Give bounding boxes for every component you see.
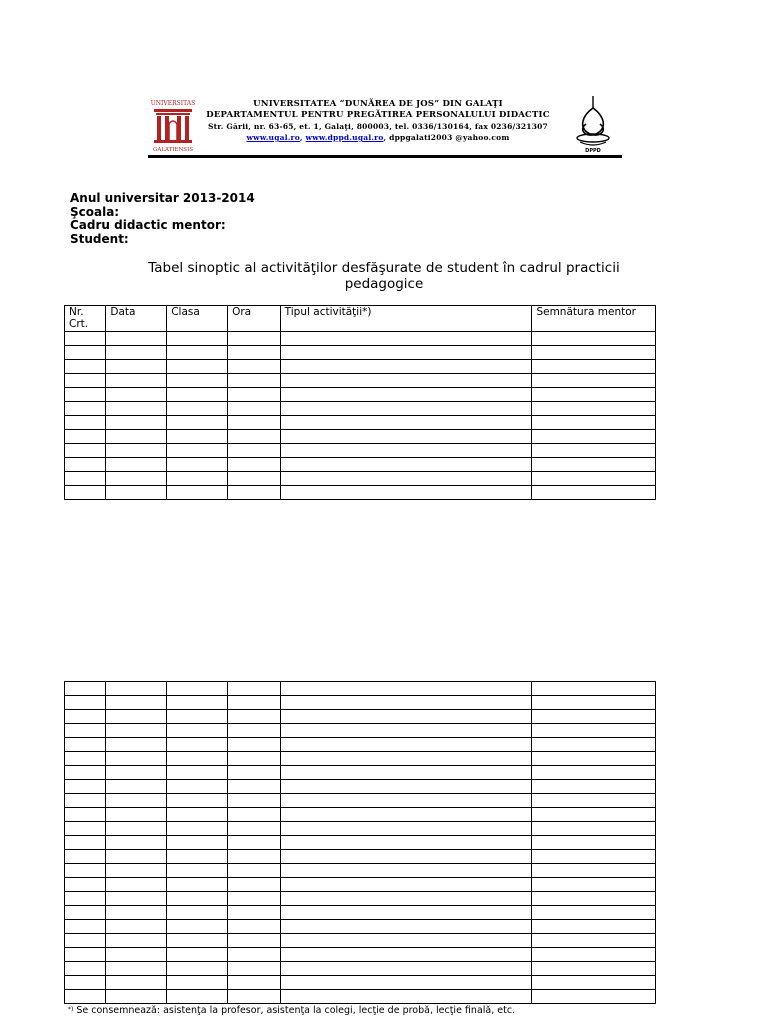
table-cell xyxy=(532,808,656,822)
table-cell xyxy=(532,836,656,850)
table-cell xyxy=(228,472,281,486)
table-cell xyxy=(65,374,106,388)
table-cell xyxy=(280,752,532,766)
table-row xyxy=(65,444,656,458)
table-cell xyxy=(532,346,656,360)
table-cell xyxy=(228,850,281,864)
table-cell xyxy=(65,360,106,374)
table-row xyxy=(65,794,656,808)
table-cell xyxy=(280,794,532,808)
table-cell xyxy=(532,794,656,808)
table-cell xyxy=(532,920,656,934)
table-cell xyxy=(106,864,167,878)
table-cell xyxy=(280,696,532,710)
table-cell xyxy=(65,444,106,458)
department-address: Str. Gării, nr. 63-65, et. 1, Galaţi, 800003, tel. 0336/130164, fax 0236/321307 xyxy=(208,122,548,131)
table-cell xyxy=(167,780,228,794)
table-cell xyxy=(167,388,228,402)
school-label: Şcoala: xyxy=(70,204,120,219)
table-cell xyxy=(65,780,106,794)
letterhead xyxy=(148,94,622,158)
activities-table-continued xyxy=(64,681,656,1004)
table-cell xyxy=(65,696,106,710)
column-header: Nr. Crt. xyxy=(65,306,106,332)
table-cell xyxy=(106,388,167,402)
table-cell xyxy=(106,822,167,836)
table-cell xyxy=(280,808,532,822)
table-cell xyxy=(65,808,106,822)
table-cell xyxy=(280,892,532,906)
table-cell xyxy=(228,458,281,472)
table-cell xyxy=(65,388,106,402)
letterhead-rule xyxy=(148,155,622,158)
table-cell xyxy=(228,780,281,794)
university-logo xyxy=(148,98,198,154)
table-cell xyxy=(280,724,532,738)
table-cell xyxy=(106,374,167,388)
table-cell xyxy=(280,850,532,864)
table-cell xyxy=(106,696,167,710)
table-cell xyxy=(106,332,167,346)
table-row xyxy=(65,710,656,724)
table-cell xyxy=(106,752,167,766)
table-row xyxy=(65,836,656,850)
table-cell xyxy=(532,976,656,990)
table-cell xyxy=(65,934,106,948)
table-cell xyxy=(167,878,228,892)
table-cell xyxy=(532,332,656,346)
table-cell xyxy=(280,332,532,346)
table-cell xyxy=(532,444,656,458)
table-cell xyxy=(280,990,532,1004)
table-cell xyxy=(228,738,281,752)
table-cell xyxy=(532,822,656,836)
table-row xyxy=(65,920,656,934)
table-cell xyxy=(228,990,281,1004)
table-cell xyxy=(280,346,532,360)
column-header: Semnătura mentor xyxy=(532,306,656,332)
table-cell xyxy=(228,360,281,374)
table-cell xyxy=(167,486,228,500)
table-cell xyxy=(167,724,228,738)
table-cell xyxy=(532,458,656,472)
table-cell xyxy=(280,360,532,374)
table-cell xyxy=(65,346,106,360)
table-cell xyxy=(167,374,228,388)
column-header: Data xyxy=(106,306,167,332)
table-cell xyxy=(106,948,167,962)
table-cell xyxy=(65,892,106,906)
table-cell xyxy=(167,976,228,990)
email-text: , dppgalati2003 @yahoo.com xyxy=(383,133,510,142)
table-cell xyxy=(167,920,228,934)
table-row xyxy=(65,906,656,920)
table-cell xyxy=(167,836,228,850)
table-cell xyxy=(65,430,106,444)
table-cell xyxy=(532,766,656,780)
table-cell xyxy=(532,430,656,444)
table-cell xyxy=(532,892,656,906)
table-cell xyxy=(167,458,228,472)
table-cell xyxy=(280,906,532,920)
table-cell xyxy=(106,360,167,374)
table-cell xyxy=(167,444,228,458)
table-cell xyxy=(228,962,281,976)
table-row xyxy=(65,780,656,794)
ugal-link[interactable]: www.ugal.ro xyxy=(246,133,300,142)
table-row xyxy=(65,752,656,766)
table-cell xyxy=(106,892,167,906)
table-cell xyxy=(106,962,167,976)
table-cell xyxy=(167,906,228,920)
table2-body xyxy=(65,682,656,1004)
table-cell xyxy=(228,752,281,766)
table-cell xyxy=(106,808,167,822)
table-cell xyxy=(167,766,228,780)
table-cell xyxy=(228,724,281,738)
table-row xyxy=(65,934,656,948)
table-cell xyxy=(167,416,228,430)
table-cell xyxy=(65,948,106,962)
table-row xyxy=(65,962,656,976)
table-cell xyxy=(106,878,167,892)
table-cell xyxy=(167,682,228,696)
table-row xyxy=(65,864,656,878)
table-row xyxy=(65,374,656,388)
table-cell xyxy=(532,962,656,976)
table-row xyxy=(65,878,656,892)
table-cell xyxy=(532,780,656,794)
table-cell xyxy=(228,444,281,458)
table-cell xyxy=(228,682,281,696)
table-cell xyxy=(532,906,656,920)
table-row xyxy=(65,990,656,1004)
table-cell xyxy=(106,766,167,780)
table-cell xyxy=(228,822,281,836)
student-info xyxy=(70,192,255,246)
table-cell xyxy=(228,878,281,892)
department-name: DEPARTAMENTUL PENTRU PREGĂTIREA PERSONALULUI DIDACTIC xyxy=(206,110,550,120)
table-row xyxy=(65,430,656,444)
table1-body xyxy=(65,306,656,500)
table-cell xyxy=(532,710,656,724)
table-cell xyxy=(228,934,281,948)
table-cell xyxy=(532,682,656,696)
table-cell xyxy=(280,416,532,430)
svg-text:UNIVERSITAS: UNIVERSITAS xyxy=(150,100,196,107)
student-label: Student: xyxy=(70,231,129,246)
table-row xyxy=(65,976,656,990)
table-row xyxy=(65,724,656,738)
table-cell xyxy=(532,878,656,892)
letterhead-text xyxy=(204,99,552,143)
document-title: Tabel sinoptic al activităţilor desfăşurate de student în cadrul practicii pedagogice xyxy=(148,260,620,292)
table-cell xyxy=(280,920,532,934)
table-cell xyxy=(106,780,167,794)
table-cell xyxy=(167,822,228,836)
table-cell xyxy=(65,962,106,976)
table-row xyxy=(65,332,656,346)
table-cell xyxy=(280,458,532,472)
table-cell xyxy=(532,864,656,878)
table-cell xyxy=(228,808,281,822)
table-cell xyxy=(280,738,532,752)
table-row xyxy=(65,416,656,430)
table-cell xyxy=(167,850,228,864)
table-cell xyxy=(167,794,228,808)
table-cell xyxy=(280,374,532,388)
table-cell xyxy=(532,416,656,430)
table-cell xyxy=(65,836,106,850)
table-cell xyxy=(280,934,532,948)
table-cell xyxy=(228,696,281,710)
table-cell xyxy=(532,990,656,1004)
mentor-label: Cadru didactic mentor: xyxy=(70,218,226,232)
column-header: Ora xyxy=(228,306,281,332)
table-cell xyxy=(280,822,532,836)
table-header-row xyxy=(65,306,656,332)
department-logo xyxy=(570,94,616,154)
table-cell xyxy=(228,836,281,850)
table-cell xyxy=(167,892,228,906)
table-cell xyxy=(532,738,656,752)
table-cell xyxy=(106,738,167,752)
table-cell xyxy=(280,486,532,500)
table-cell xyxy=(228,346,281,360)
footnote: *) Se consemnează: asistenţa la profesor, asistenţa la colegi, lecţie de probă, lecţie finală, etc. xyxy=(68,1005,516,1016)
table-cell xyxy=(65,752,106,766)
table-cell xyxy=(65,710,106,724)
table-cell xyxy=(228,976,281,990)
table-cell xyxy=(106,794,167,808)
table-row xyxy=(65,472,656,486)
table-cell xyxy=(106,920,167,934)
table-row xyxy=(65,486,656,500)
table-cell xyxy=(106,990,167,1004)
table-cell xyxy=(532,696,656,710)
table-cell xyxy=(106,682,167,696)
table-cell xyxy=(532,724,656,738)
table-cell xyxy=(280,402,532,416)
table-cell xyxy=(106,430,167,444)
table-row xyxy=(65,766,656,780)
table-row xyxy=(65,892,656,906)
table-cell xyxy=(228,486,281,500)
table-cell xyxy=(167,752,228,766)
table-cell xyxy=(280,766,532,780)
table-cell xyxy=(167,430,228,444)
table-cell xyxy=(532,948,656,962)
table-cell xyxy=(228,402,281,416)
table-cell xyxy=(532,934,656,948)
table-row xyxy=(65,696,656,710)
table-row xyxy=(65,346,656,360)
table-row xyxy=(65,458,656,472)
table-cell xyxy=(106,850,167,864)
table-cell xyxy=(280,878,532,892)
table-cell xyxy=(106,346,167,360)
table-cell xyxy=(106,934,167,948)
table-cell xyxy=(167,962,228,976)
table-cell xyxy=(65,738,106,752)
table-cell xyxy=(280,388,532,402)
table-cell xyxy=(228,906,281,920)
table-cell xyxy=(65,458,106,472)
table-cell xyxy=(280,836,532,850)
table-cell xyxy=(280,962,532,976)
table-cell xyxy=(167,990,228,1004)
table-cell xyxy=(65,794,106,808)
column-header: Tipul activităţii*) xyxy=(280,306,532,332)
table-cell xyxy=(280,976,532,990)
table-cell xyxy=(167,808,228,822)
contact-links: www.ugal.ro, www.dppd.ugal.ro, dppgalati2003 @yahoo.com xyxy=(246,133,510,142)
table-cell xyxy=(167,710,228,724)
table-cell xyxy=(228,766,281,780)
table-cell xyxy=(228,430,281,444)
table-cell xyxy=(106,416,167,430)
table-cell xyxy=(65,878,106,892)
table-cell xyxy=(280,430,532,444)
table-cell xyxy=(532,850,656,864)
table-cell xyxy=(228,948,281,962)
table-cell xyxy=(532,388,656,402)
table-cell xyxy=(167,696,228,710)
table-cell xyxy=(532,472,656,486)
table-cell xyxy=(65,990,106,1004)
table-cell xyxy=(167,402,228,416)
table-cell xyxy=(280,948,532,962)
table-row xyxy=(65,822,656,836)
table-cell xyxy=(228,794,281,808)
table-cell xyxy=(167,332,228,346)
svg-text:GALATIENSIS: GALATIENSIS xyxy=(152,147,194,153)
column-header: Clasa xyxy=(167,306,228,332)
table-cell xyxy=(280,444,532,458)
table-cell xyxy=(167,472,228,486)
university-name: UNIVERSITATEA “DUNĂREA DE JOS” DIN GALAŢI xyxy=(253,99,503,109)
table-cell xyxy=(65,976,106,990)
table-cell xyxy=(65,920,106,934)
table-cell xyxy=(106,906,167,920)
table-cell xyxy=(65,822,106,836)
svg-text:DPPD: DPPD xyxy=(585,148,601,154)
table-cell xyxy=(167,738,228,752)
table-row xyxy=(65,682,656,696)
table-cell xyxy=(167,864,228,878)
table-cell xyxy=(65,416,106,430)
table-row xyxy=(65,948,656,962)
activities-table xyxy=(64,305,656,500)
table-cell xyxy=(280,682,532,696)
table-cell xyxy=(532,360,656,374)
table-cell xyxy=(167,934,228,948)
table-cell xyxy=(65,724,106,738)
table-cell xyxy=(65,472,106,486)
table-cell xyxy=(280,864,532,878)
table-cell xyxy=(65,682,106,696)
table-cell xyxy=(167,360,228,374)
table-cell xyxy=(228,710,281,724)
table-cell xyxy=(106,836,167,850)
table-cell xyxy=(228,388,281,402)
table-cell xyxy=(65,402,106,416)
table-cell xyxy=(228,864,281,878)
table-cell xyxy=(280,710,532,724)
table-cell xyxy=(167,346,228,360)
table-cell xyxy=(65,864,106,878)
table-cell xyxy=(532,402,656,416)
table-row xyxy=(65,850,656,864)
table-cell xyxy=(167,948,228,962)
table-cell xyxy=(65,332,106,346)
table-cell xyxy=(228,920,281,934)
academic-year: Anul universitar 2013-2014 xyxy=(70,191,255,205)
table-cell xyxy=(65,906,106,920)
table-cell xyxy=(106,472,167,486)
table-cell xyxy=(280,472,532,486)
table-cell xyxy=(106,976,167,990)
table-cell xyxy=(228,416,281,430)
table-cell xyxy=(106,402,167,416)
table-cell xyxy=(106,458,167,472)
table-cell xyxy=(106,486,167,500)
table-cell xyxy=(280,780,532,794)
table-cell xyxy=(532,486,656,500)
table-row xyxy=(65,402,656,416)
table-cell xyxy=(228,332,281,346)
table-cell xyxy=(65,850,106,864)
table-cell xyxy=(106,724,167,738)
table-cell xyxy=(65,766,106,780)
table-row xyxy=(65,388,656,402)
table-cell xyxy=(106,710,167,724)
table-row xyxy=(65,360,656,374)
table-row xyxy=(65,808,656,822)
table-cell xyxy=(228,892,281,906)
dppd-link[interactable]: www.dppd.ugal.ro xyxy=(305,133,384,142)
table-cell xyxy=(532,752,656,766)
table-cell xyxy=(65,486,106,500)
table-cell xyxy=(532,374,656,388)
table-row xyxy=(65,738,656,752)
table-cell xyxy=(228,374,281,388)
table-cell xyxy=(106,444,167,458)
